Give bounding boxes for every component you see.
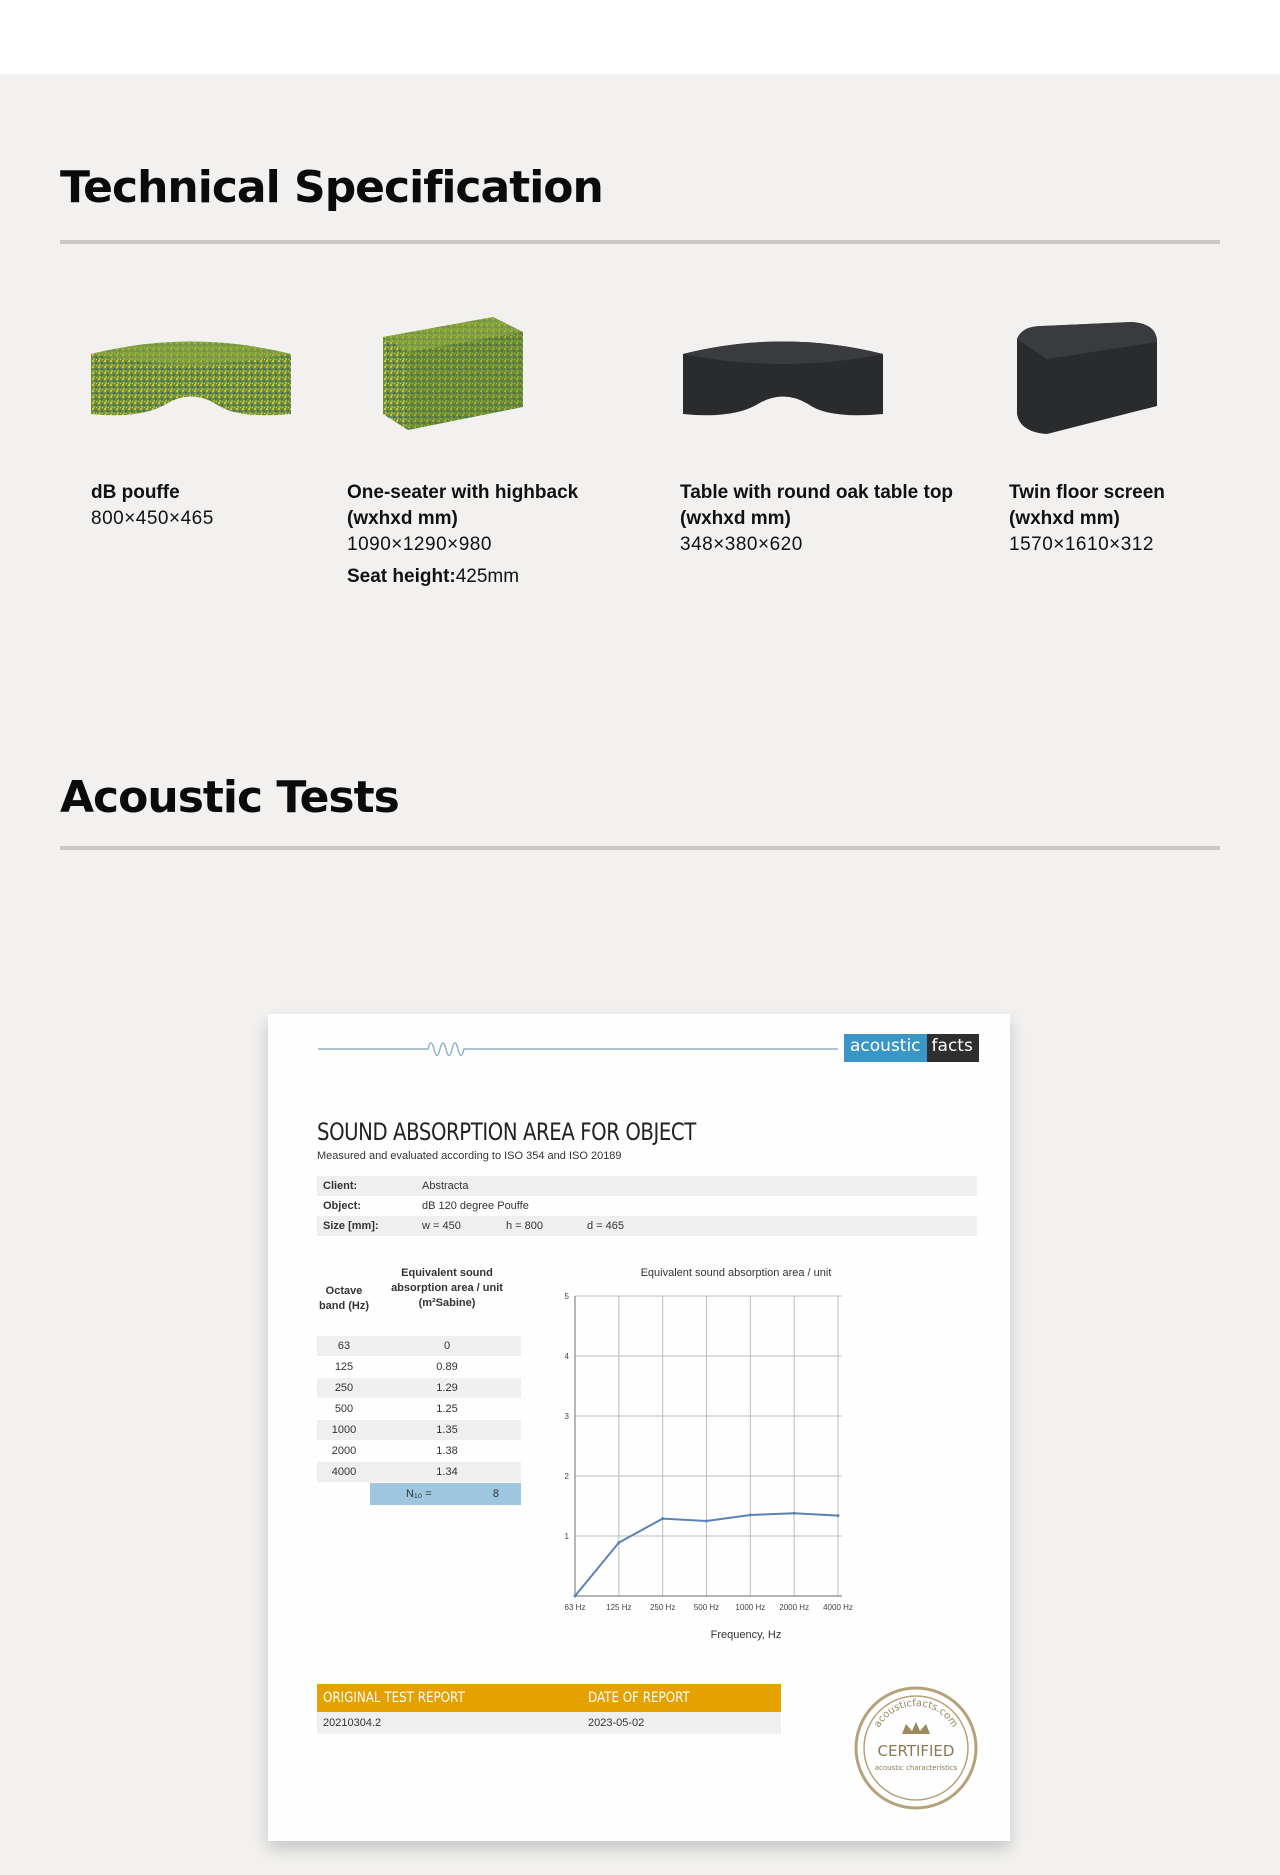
product-table bbox=[680, 480, 953, 558]
svg-text:acousticfacts.com: acousticfacts.com bbox=[872, 1697, 960, 1730]
chart-x-tick-label: 4000 Hz bbox=[823, 1603, 853, 1612]
product-dimensions: 800×450×465 bbox=[91, 508, 214, 529]
svg-text:acoustic characteristics: acoustic characteristics bbox=[874, 1764, 958, 1772]
octave-table-header bbox=[317, 1264, 521, 1336]
chart-x-tick-label: 1000 Hz bbox=[735, 1603, 766, 1612]
chart-x-tick-label: 2000 Hz bbox=[779, 1603, 810, 1612]
product-name: Twin floor screen bbox=[1009, 482, 1165, 503]
table-row: 4000 1.34 bbox=[317, 1462, 521, 1482]
meta-size: Size [mm]: w = 450 h = 800 d = 465 bbox=[317, 1216, 977, 1236]
chart-y-tick-label: 2 bbox=[564, 1472, 569, 1481]
product-dim-unit: (wxhxd mm) bbox=[347, 508, 458, 529]
original-report-values bbox=[317, 1712, 781, 1734]
product-dimensions: 1570×1610×312 bbox=[1009, 534, 1154, 555]
product-name: dB pouffe bbox=[91, 482, 180, 503]
product-pouffe bbox=[91, 480, 214, 532]
original-report-header bbox=[317, 1684, 781, 1712]
chart-data-point bbox=[793, 1512, 796, 1515]
table-row: 250 1.29 bbox=[317, 1378, 521, 1398]
meta-client: Client: Abstracta bbox=[317, 1176, 977, 1196]
acousticfacts-logo: acoustic facts bbox=[844, 1034, 979, 1062]
top-bar bbox=[0, 0, 1280, 74]
chart-data-point bbox=[837, 1514, 840, 1517]
product-screen bbox=[1009, 480, 1165, 558]
acoustic-tests-divider bbox=[60, 846, 1220, 850]
seat-height bbox=[347, 564, 578, 590]
table-row: 1000 1.35 bbox=[317, 1420, 521, 1440]
original-test-report-label: ORIGINAL TEST REPORT bbox=[323, 1690, 465, 1706]
chart-title: Equivalent sound absorption area / unit bbox=[640, 1267, 832, 1279]
chart-data-point bbox=[749, 1514, 752, 1517]
meta-object: Object: dB 120 degree Pouffe bbox=[323, 1200, 529, 1212]
acoustic-report bbox=[268, 1014, 1010, 1841]
header-octave-band: Octave band (Hz) bbox=[318, 1285, 370, 1312]
chart-x-axis-label: Frequency, Hz bbox=[710, 1629, 782, 1641]
product-image-highback bbox=[378, 312, 528, 437]
seat-height-label: Seat height: bbox=[347, 566, 456, 587]
chart-y-tick-label: 3 bbox=[564, 1412, 569, 1421]
n10-summary: N₁₀ = 8 bbox=[370, 1483, 521, 1505]
table-row: 125 0.89 bbox=[334, 1361, 458, 1373]
product-image-pouffe bbox=[86, 324, 296, 434]
product-name: One-seater with highback bbox=[347, 482, 579, 503]
chart-data-point bbox=[617, 1541, 620, 1544]
svg-text:CERTIFIED: CERTIFIED bbox=[877, 1742, 955, 1760]
chart-y-tick-label: 1 bbox=[564, 1532, 569, 1541]
report-subtitle: Measured and evaluated according to ISO 354 and ISO 20189 bbox=[317, 1150, 622, 1162]
tech-spec-divider bbox=[60, 240, 1220, 244]
spec-page bbox=[0, 74, 1280, 1875]
tech-spec-title: Technical Specification bbox=[60, 162, 603, 213]
table-row: 63 0 bbox=[317, 1336, 521, 1356]
acoustic-tests-title: Acoustic Tests bbox=[60, 772, 399, 823]
chart-data-point bbox=[574, 1595, 577, 1598]
product-image-screen bbox=[1012, 314, 1162, 439]
product-dimensions: 1090×1290×980 bbox=[347, 534, 492, 555]
product-highback bbox=[347, 480, 578, 590]
chart-y-tick-label: 5 bbox=[564, 1292, 569, 1301]
chart-y-tick-label: 4 bbox=[564, 1352, 569, 1361]
table-row: 2000 1.38 bbox=[331, 1445, 458, 1457]
product-image-table bbox=[678, 324, 888, 434]
certified-seal-icon bbox=[852, 1684, 980, 1812]
chart-x-tick-label: 500 Hz bbox=[693, 1603, 720, 1612]
date-of-report-value: 2023-05-02 bbox=[588, 1717, 645, 1729]
header-absorption-area: Equivalent sound absorption area / unit (m²Sabine) bbox=[391, 1267, 503, 1309]
chart-x-tick-label: 63 Hz bbox=[564, 1603, 586, 1612]
original-test-report-value: 20210304.2 bbox=[323, 1717, 382, 1729]
chart-x-tick-label: 125 Hz bbox=[606, 1603, 632, 1612]
absorption-chart bbox=[558, 1284, 858, 1624]
date-of-report-label: DATE OF REPORT bbox=[588, 1690, 690, 1706]
seat-height-value: 425mm bbox=[455, 566, 520, 587]
product-dim-unit: (wxhxd mm) bbox=[1009, 508, 1120, 529]
product-name: Table with round oak table top bbox=[680, 482, 954, 503]
product-dimensions: 348×380×620 bbox=[680, 534, 803, 555]
table-row: 500 1.25 bbox=[334, 1403, 458, 1415]
chart-data-point bbox=[661, 1517, 664, 1520]
chart-x-tick-label: 250 Hz bbox=[649, 1603, 676, 1612]
chart-data-point bbox=[705, 1520, 708, 1523]
product-dim-unit: (wxhxd mm) bbox=[680, 508, 791, 529]
report-title: SOUND ABSORPTION AREA FOR OBJECT bbox=[317, 1118, 696, 1146]
soundwave-line-icon bbox=[318, 1034, 838, 1064]
